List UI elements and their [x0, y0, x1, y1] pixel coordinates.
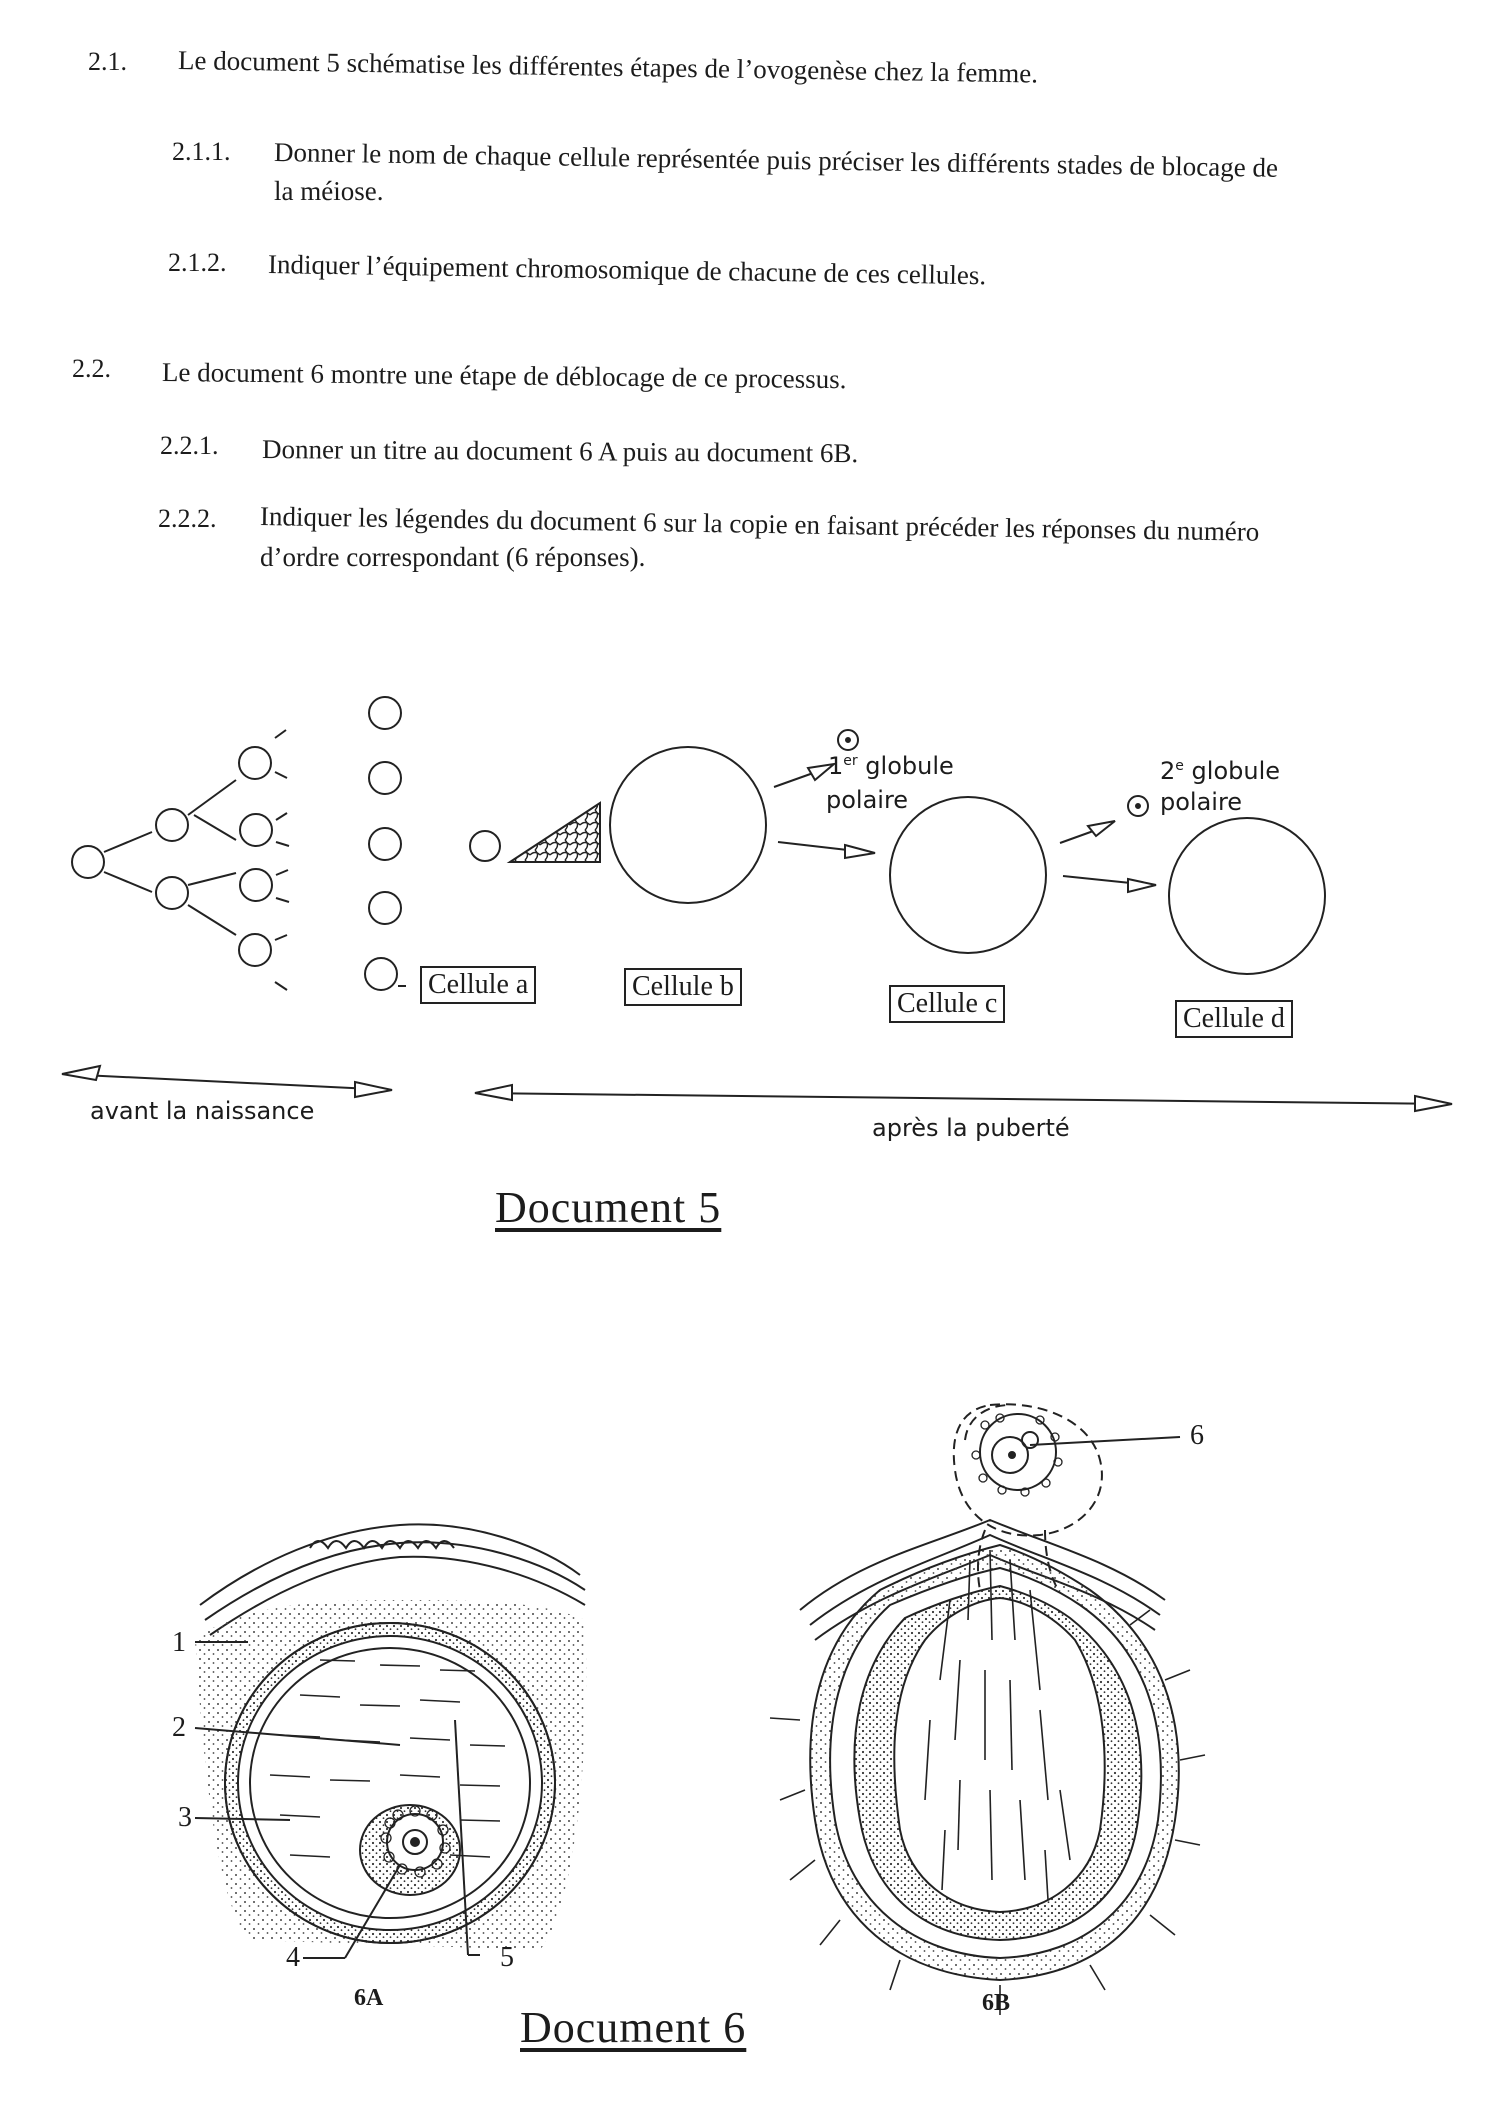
question-text: Le document 5 schématise les différentes étapes de l’ovogenèse chez la femme.	[177, 45, 1039, 89]
question-text: Indiquer l’équipement chromosomique de chacune de ces cellules.	[267, 249, 987, 291]
cell-b-label: Cellule b	[624, 968, 742, 1006]
polar-body-2-sup: e	[1175, 758, 1184, 774]
legend-6: 6	[1190, 1420, 1204, 1451]
question-number: 2.1.1.	[172, 137, 231, 166]
question-number: 2.1.2.	[168, 248, 227, 277]
caption-6a: 6A	[354, 1985, 384, 2011]
legend-1: 1	[172, 1627, 186, 1658]
cell-c-label: Cellule c	[889, 985, 1005, 1023]
timeline-after-label: après la puberté	[872, 1114, 1070, 1142]
timeline-before-label: avant la naissance	[90, 1097, 315, 1125]
question-number: 2.2.1.	[160, 431, 219, 460]
question-text-line2: d’ordre correspondant (6 réponses).	[260, 542, 646, 572]
polar-body-2-num: 2	[1160, 757, 1176, 785]
question-text: Le document 6 montre une étape de déblocage de ce processus.	[161, 357, 847, 395]
question-text-line1: Donner le nom de chaque cellule représentée puis préciser les différents stades de blocage de	[273, 137, 1279, 183]
legend-5: 5	[500, 1942, 514, 1973]
polar-body-1-line2: polaire	[826, 786, 909, 814]
legend-2: 2	[172, 1712, 186, 1743]
polar-body-2-line2: polaire	[1160, 788, 1243, 816]
question-text: Donner un titre au document 6 A puis au document 6B.	[261, 434, 859, 469]
cell-d-label: Cellule d	[1175, 1000, 1293, 1038]
caption-6b: 6B	[982, 1990, 1011, 2016]
question-number: 2.2.	[72, 354, 111, 383]
question-number: 2.1.	[88, 47, 127, 76]
polar-body-1-num: 1	[828, 752, 844, 780]
question-text-line1: Indiquer les légendes du document 6 sur la copie en faisant précéder les réponses du numéro	[259, 501, 1260, 547]
cell-a-label: Cellule a	[420, 966, 536, 1004]
polar-body-1-line1: globule	[865, 752, 954, 780]
document-6-title: Document 6	[520, 2003, 747, 2052]
polar-body-1-sup: er	[843, 753, 858, 769]
polar-body-2-line1: globule	[1191, 757, 1281, 785]
legend-3: 3	[178, 1802, 192, 1833]
document-5-title: Document 5	[495, 1183, 722, 1232]
legend-4: 4	[286, 1942, 300, 1973]
question-number: 2.2.2.	[158, 504, 217, 533]
question-text-line2: la méiose.	[274, 176, 384, 206]
